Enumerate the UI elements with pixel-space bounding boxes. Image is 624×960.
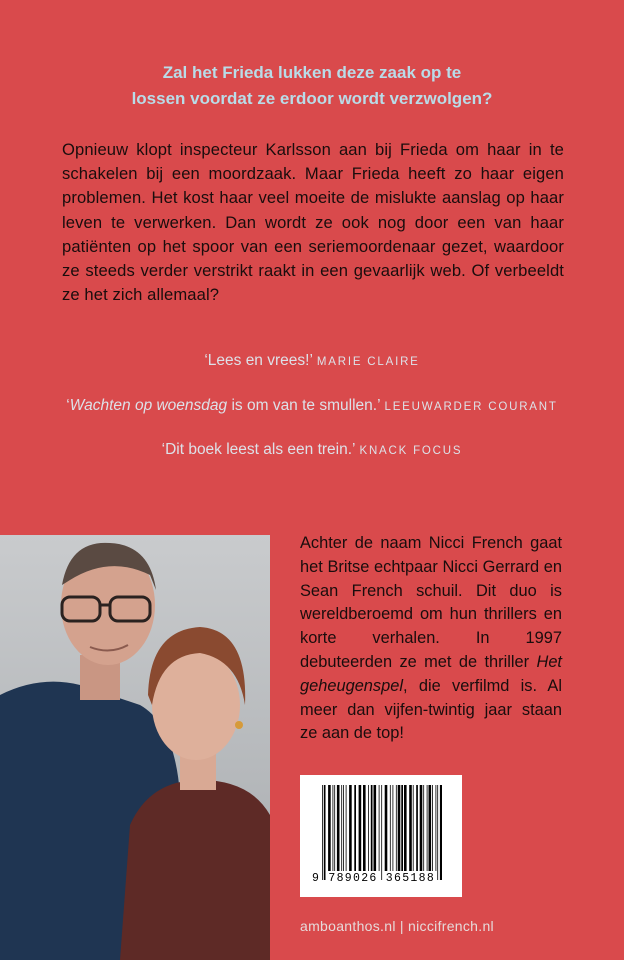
barcode-bar [396, 785, 397, 871]
quote-text: ‘Lees en vrees!’ [204, 352, 313, 369]
quote-source: MARIE CLAIRE [316, 356, 420, 368]
author-photo-illustration [0, 535, 270, 960]
barcode-bar [334, 785, 335, 871]
barcode-bar [359, 785, 362, 871]
barcode-bar [328, 785, 331, 871]
barcode-bar [432, 785, 433, 871]
barcode-bar [420, 785, 423, 871]
author-bio [300, 532, 562, 746]
barcode-bar [349, 785, 352, 871]
barcode-bar [398, 785, 401, 871]
barcode-bar [390, 785, 391, 871]
barcode-bar [368, 785, 369, 871]
barcode-bar [322, 785, 323, 880]
barcode-bar [404, 785, 407, 871]
barcode-bar [440, 785, 442, 880]
isbn-number: 9 789026 365188 [312, 872, 436, 885]
author-photo [0, 535, 270, 960]
isbn-barcode [300, 775, 462, 897]
barcode-bar [333, 785, 334, 871]
barcode-bar [346, 785, 347, 871]
barcode-bar [429, 785, 432, 871]
barcode-bar [437, 785, 438, 880]
barcode-bar [337, 785, 340, 871]
barcode-bar [341, 785, 342, 871]
barcode-bar [413, 785, 414, 871]
review-quote [0, 352, 624, 370]
bio-text: , die verfilmd is. Al meer dan vijfen-twintig jaar staan ze aan de top! [300, 676, 562, 743]
barcode-bar [427, 785, 428, 871]
tagline-line: Zal het Frieda lukken deze zaak op te [162, 63, 462, 82]
bio-book-title: Het geheugenspel [300, 652, 562, 695]
blurb: Opnieuw klopt inspecteur Karlsson aan bij Frieda om haar in te schakelen bij een moordzaak. Maar Frieda heeft zo haar eigen problemen. Het kost haar veel moeite de mislukte aanslag op haar leven te verwerken. Dan wordt ze ook nog door een van haar patiënten op het spoor van een seriemoordenaar gezet, waardoor ze steeds verder verstrikt raakt in een gevaarlijk web. Of verbeeldt ze het zich allemaal? [62, 140, 564, 305]
barcode-bar [354, 785, 356, 871]
barcode-bar [393, 785, 394, 871]
tagline-line: lossen voordat ze erdoor wordt verzwolgen? [131, 89, 493, 108]
quote-text: ‘Dit boek leest als een trein.’ [161, 441, 356, 458]
barcode-bar [423, 785, 424, 871]
quote-book-title: Wachten op woensdag [69, 397, 228, 414]
barcode-bar [381, 785, 382, 880]
barcode-bar [379, 785, 380, 871]
barcode-bar [385, 785, 388, 871]
barcode-bar [436, 785, 437, 871]
barcode-bar [374, 785, 377, 871]
quote-source: KNACK FOCUS [359, 445, 463, 457]
quote-open: ‘ [66, 397, 70, 414]
barcode-bar [371, 785, 373, 871]
barcode-bar [409, 785, 412, 871]
quote-text: is om van te smullen.’ [227, 397, 381, 414]
barcode-bar [343, 785, 344, 871]
barcode-bar [363, 785, 366, 871]
barcode-bar [324, 785, 326, 880]
barcode-bars [322, 785, 442, 880]
bio-text: Achter de naam Nicci French gaat het Britse echtpaar Nicci Gerrard en Sean French schuil. Dit duo is wereldberoemd om hun thrillers en korte verhalen. In 1997 debuteerden ze met de thriller [300, 534, 562, 671]
review-quote [0, 441, 624, 459]
review-quote [0, 397, 624, 415]
tagline [0, 60, 624, 112]
website-links[interactable]: amboanthos.nl | niccifrench.nl [300, 918, 494, 934]
barcode-bar [401, 785, 403, 871]
quote-source: LEEUWARDER COURANT [384, 401, 558, 413]
barcode-bar [416, 785, 418, 871]
